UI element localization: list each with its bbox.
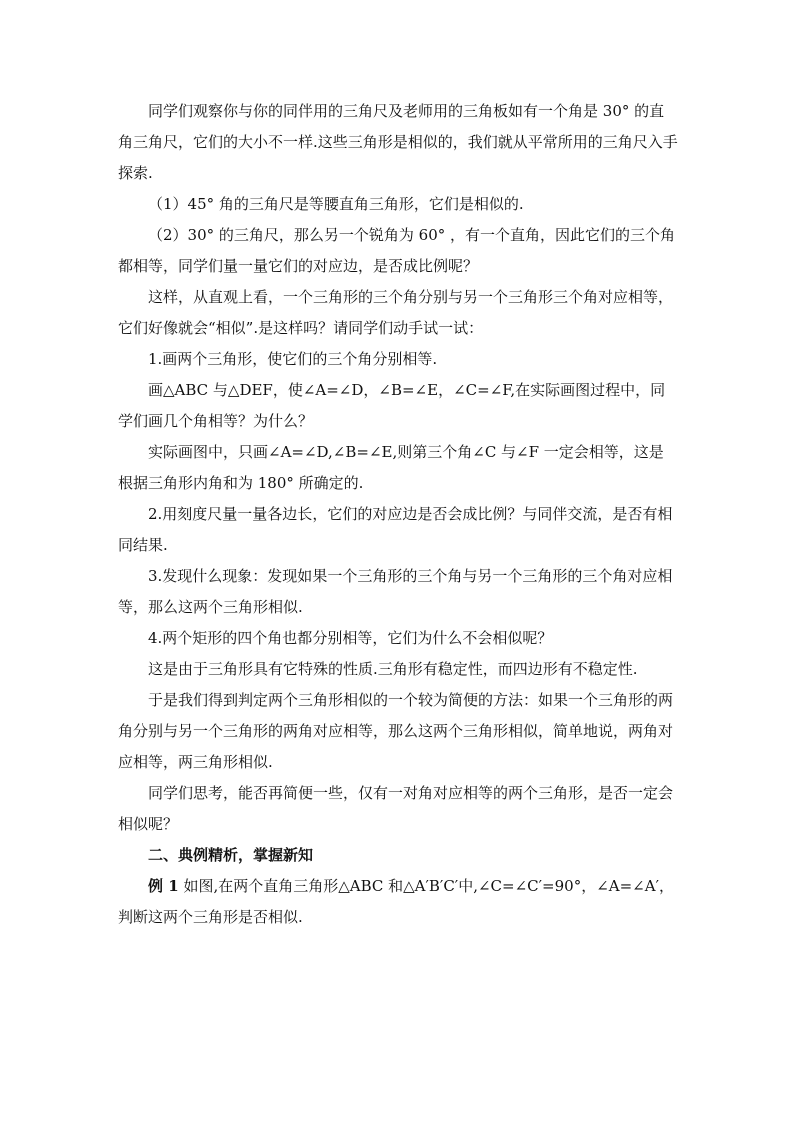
paragraph-step-2: 2.用刻度尺量一量各边长，它们的对应边是否会成比例？与同伴交流，是否有相同结果. <box>118 505 673 554</box>
paragraph-item-30: （2）30° 的三角尺，那么另一个锐角为 60° ，有一个直角，因此它们的三个角都相等，同学们量一量它们的对应边，是否成比例呢？ <box>118 226 676 275</box>
paragraph-think: 同学们思考，能否再简便一些，仅有一对角对应相等的两个三角形，是否一定会相似呢？ <box>118 784 674 833</box>
paragraph-step-1: 1.画两个三角形，使它们的三个角分别相等. <box>148 350 438 368</box>
paragraph-stability: 这是由于三角形具有它特殊的性质.三角形有稳定性，而四边形有不稳定性. <box>148 660 638 678</box>
paragraph-step-4: 4.两个矩形的四个角也都分别相等，它们为什么不会相似呢？ <box>148 629 553 647</box>
example-paragraph <box>118 871 678 933</box>
section-heading: 二、典例精析，掌握新知 <box>148 846 314 864</box>
paragraph-step-3: 3.发现什么现象：发现如果一个三角形的三个角与另一个三角形的三个角对应相等，那么这两个三角形相似. <box>118 567 673 616</box>
paragraph-draw: 画△ABC 与△DEF，使∠A=∠D，∠B=∠E，∠C=∠F,在实际画图过程中，同学们画几个角相等？为什么？ <box>118 381 666 430</box>
example-label: 例 1 <box>148 877 179 895</box>
example-text: 如图,在两个直角三角形△ABC 和△A′B′C′中,∠C=∠C′=90°，∠A=∠A′，判断这两个三角形是否相似. <box>118 877 674 926</box>
paragraph-actual: 实际画图中，只画∠A=∠D,∠B=∠E,则第三个角∠C 与∠F 一定会相等，这是根据三角形内角和为 180° 所确定的. <box>118 443 664 492</box>
paragraph-intro: 同学们观察你与你的同伴用的三角尺及老师用的三角板如有一个角是 30° 的直角三角尺，它们的大小不一样.这些三角形是相似的，我们就从平常所用的三角尺入手探索. <box>118 102 678 182</box>
paragraph-intuition: 这样，从直观上看，一个三角形的三个角分别与另一个三角形三个角对应相等，它们好像就会“相似”.是这样吗？请同学们动手试一试： <box>118 288 674 337</box>
paragraph-method: 于是我们得到判定两个三角形相似的一个较为简便的方法：如果一个三角形的两角分别与另一个三角形的两角对应相等，那么这两个三角形相似，简单地说，两角对应相等，两三角形相似. <box>118 691 674 771</box>
document-body <box>118 96 678 933</box>
paragraph-item-45: （1）45° 角的三角尺是等腰直角三角形，它们是相似的. <box>148 195 524 213</box>
